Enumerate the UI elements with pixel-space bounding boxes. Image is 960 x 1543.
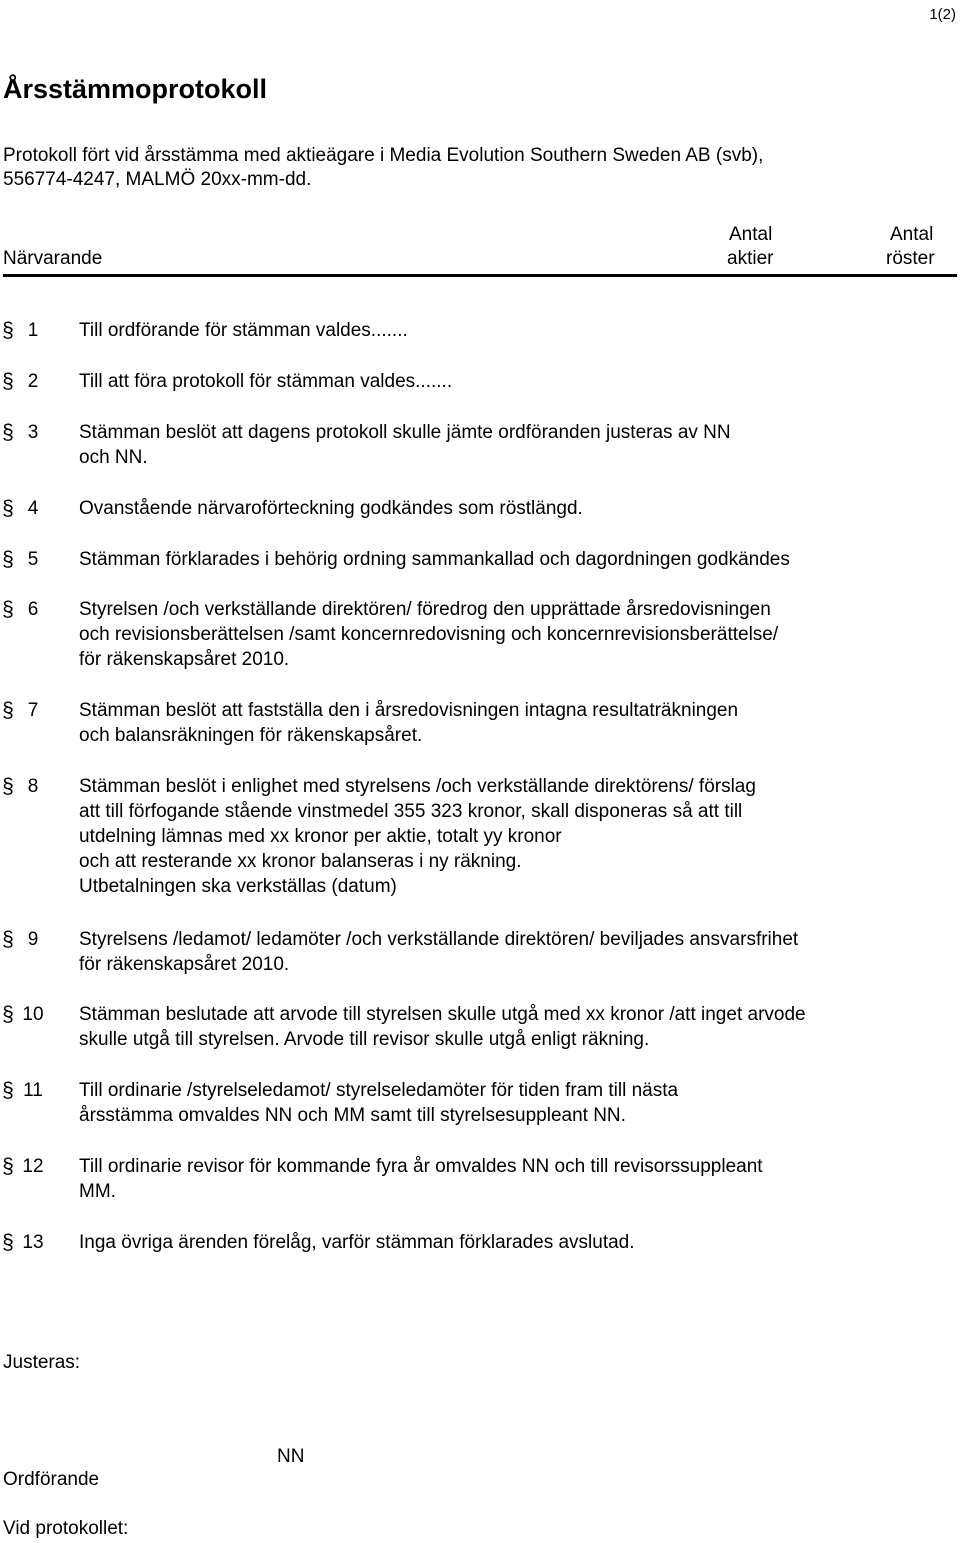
item-text	[79, 318, 939, 343]
section-symbol: §	[2, 1155, 14, 1178]
section-symbol: §	[2, 598, 14, 621]
item-text-line: och balansräkningen för räkenskapsåret.	[79, 725, 423, 746]
item-text-line: och att resterande xx kronor balanseras i ny räkning.	[79, 851, 522, 872]
votes-column-header-line1: Antal	[890, 224, 934, 245]
item-text	[79, 597, 939, 672]
section-symbol: §	[2, 1079, 14, 1102]
item-text-line: Stämman beslöt att fastställa den i årsredovisningen intagna resultaträkningen	[79, 700, 739, 721]
item-text-line: Styrelsen /och verkställande direktören/ föredrog den upprättade årsredovisningen	[79, 599, 771, 620]
section-symbol: §	[2, 370, 14, 393]
item-text-line: Styrelsens /ledamot/ ledamöter /och verkställande direktören/ beviljades ansvarsfrihet	[79, 929, 799, 950]
item-text	[79, 420, 939, 470]
votes-column-header-line2: röster	[886, 248, 935, 269]
item-text-line: skulle utgå till styrelsen. Arvode till revisor skulle utgå enligt räkning.	[79, 1029, 650, 1050]
header-rule	[3, 274, 957, 277]
item-text-line: Till ordinarie revisor för kommande fyra år omvaldes NN och till revisorssuppleant	[79, 1156, 763, 1177]
item-number: 1	[27, 320, 39, 341]
item-number: 2	[27, 371, 39, 392]
item-text	[79, 547, 939, 572]
item-text	[79, 1078, 939, 1128]
section-symbol: §	[2, 928, 14, 951]
item-text-line: Stämman beslutade att arvode till styrelsen skulle utgå med xx kronor /att inget arvode	[79, 1004, 806, 1025]
section-symbol: §	[2, 775, 14, 798]
item-text-line: Inga övriga ärenden förelåg, varför stämman förklarades avslutad.	[79, 1232, 635, 1253]
item-text-line: och NN.	[79, 447, 148, 468]
item-number: 13	[22, 1232, 44, 1253]
item-text-line: Stämman förklarades i behörig ordning sammankallad och dagordningen godkändes	[79, 549, 790, 570]
item-number: 7	[27, 700, 39, 721]
chair-label: Ordförande	[3, 1469, 100, 1490]
item-text	[79, 774, 939, 899]
item-text	[79, 1002, 939, 1052]
item-text-line: Ovanstående närvaroförteckning godkändes som röstlängd.	[79, 498, 583, 519]
item-number: 5	[27, 549, 39, 570]
item-text-line: Till ordinarie /styrelseledamot/ styrelseledamöter för tiden fram till nästa	[79, 1080, 679, 1101]
section-symbol: §	[2, 497, 14, 520]
item-text	[79, 698, 939, 748]
item-text-line: Stämman beslöt i enlighet med styrelsens /och verkställande direktörens/ förslag	[79, 776, 756, 797]
item-number: 3	[27, 422, 39, 443]
item-text-line: för räkenskapsåret 2010.	[79, 954, 290, 975]
section-symbol: §	[2, 1003, 14, 1026]
item-text-line: Stämman beslöt att dagens protokoll skulle jämte ordföranden justeras av NN	[79, 422, 731, 443]
item-text-line: Till ordförande för stämman valdes.......	[79, 320, 408, 341]
section-symbol: §	[2, 421, 14, 444]
section-symbol: §	[2, 1231, 14, 1254]
item-text-line: utdelning lämnas med xx kronor per aktie, totalt yy kronor	[79, 826, 562, 847]
item-text-line: årsstämma omvaldes NN och MM samt till styrelsesuppleant NN.	[79, 1105, 626, 1126]
item-text	[79, 1154, 939, 1204]
present-column-header: Närvarande	[3, 248, 103, 269]
document-title: Årsstämmoprotokoll	[3, 74, 268, 104]
chair-name: NN	[277, 1446, 305, 1467]
item-text	[79, 1230, 939, 1255]
section-symbol: §	[2, 319, 14, 342]
item-text-line: att till förfogande stående vinstmedel 355 323 kronor, skall disponeras så att till	[79, 801, 743, 822]
item-text-line: MM.	[79, 1181, 116, 1202]
adjusted-label: Justeras:	[3, 1352, 81, 1373]
item-number: 11	[23, 1080, 43, 1101]
item-text	[79, 369, 939, 394]
intro-line-2: 556774-4247, MALMÖ 20xx-mm-dd.	[3, 169, 312, 190]
shares-column-header-line2: aktier	[727, 248, 774, 269]
item-number: 10	[22, 1004, 44, 1025]
intro-line-1: Protokoll fört vid årsstämma med aktieägare i Media Evolution Southern Sweden AB (svb),	[3, 145, 764, 166]
item-number: 9	[27, 929, 39, 950]
item-text-line: Till att föra protokoll för stämman valdes.......	[79, 371, 453, 392]
page-number: 1(2)	[929, 6, 956, 23]
section-symbol: §	[2, 699, 14, 722]
secretary-label: Vid protokollet:	[3, 1518, 129, 1539]
item-number: 6	[27, 599, 39, 620]
item-text	[79, 927, 939, 977]
item-number: 8	[27, 776, 39, 797]
item-number: 4	[27, 498, 39, 519]
item-number: 12	[22, 1156, 44, 1177]
item-text-line: och revisionsberättelsen /samt koncernredovisning och koncernrevisionsberättelse/	[79, 624, 779, 645]
section-symbol: §	[2, 548, 14, 571]
item-text-line: för räkenskapsåret 2010.	[79, 649, 290, 670]
shares-column-header-line1: Antal	[729, 224, 773, 245]
item-text-line: Utbetalningen ska verkställas (datum)	[79, 876, 397, 897]
item-text	[79, 496, 939, 521]
